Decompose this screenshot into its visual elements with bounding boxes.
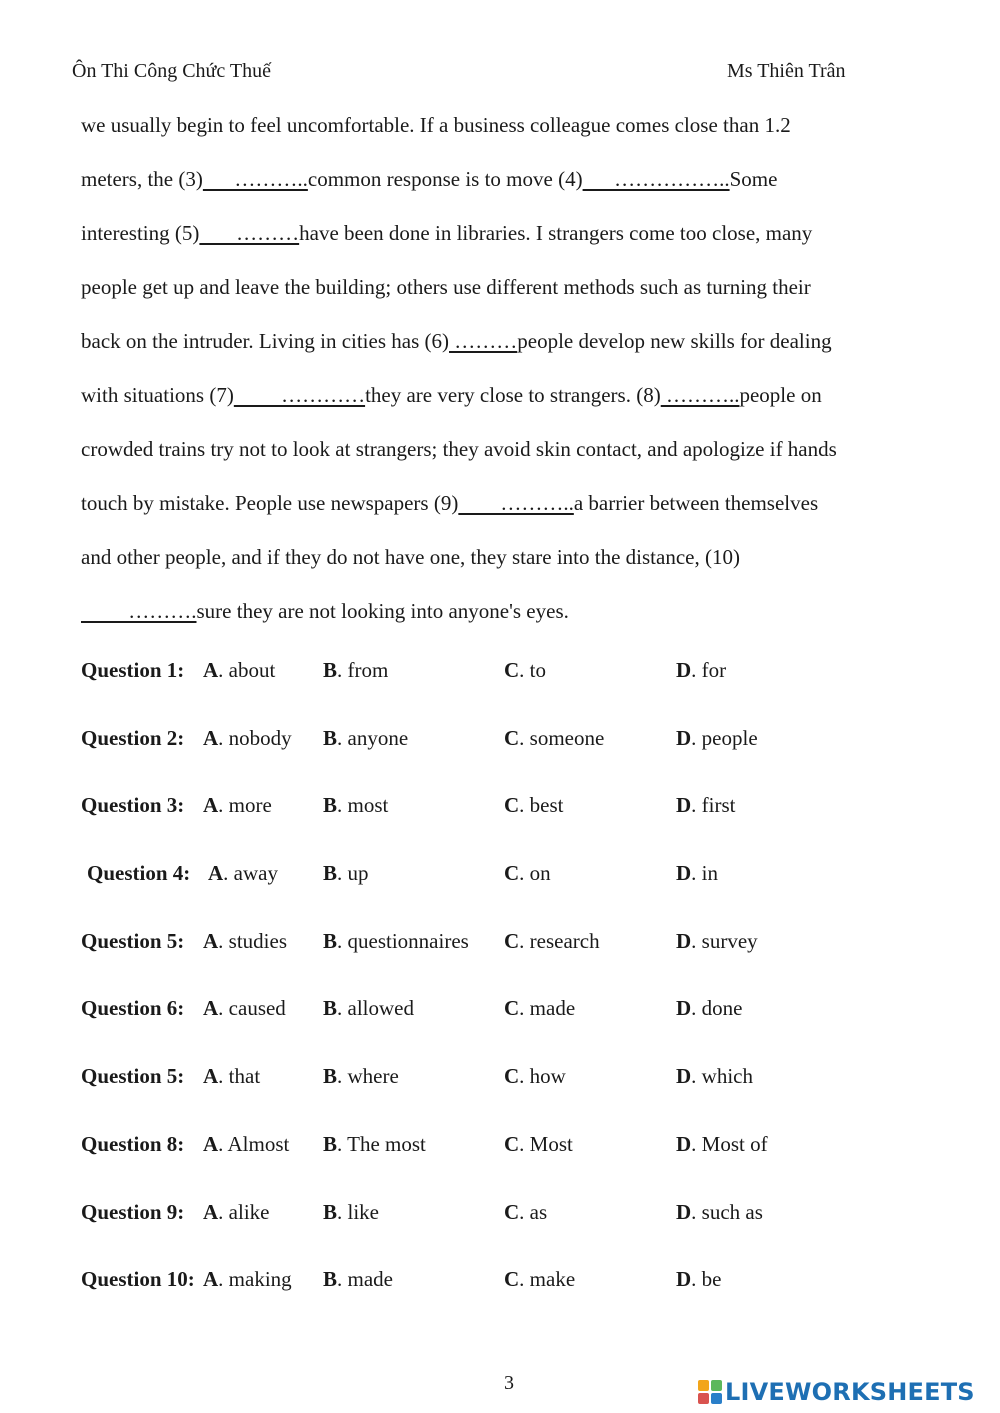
option-text: . in [691, 861, 719, 886]
passage-text: and other people, and if they do not have one, they stare into the distance, (10) [81, 545, 740, 569]
question-label: Question 8: [81, 1131, 185, 1156]
liveworksheets-wordmark: LIVEWORKSHEETS [725, 1378, 975, 1406]
question-label: Question 10: [81, 1267, 195, 1292]
question-label: Question 5: [81, 1064, 185, 1089]
option-a[interactable] [203, 780, 272, 830]
option-letter: B [323, 725, 338, 750]
option-letter: C [504, 1064, 520, 1089]
option-text: . made [337, 1267, 393, 1292]
option-a[interactable] [203, 983, 286, 1033]
passage-text: interesting (5) [81, 221, 200, 245]
option-c[interactable] [504, 983, 575, 1033]
passage-line [81, 260, 941, 314]
option-a[interactable] [203, 713, 292, 763]
option-text: . be [691, 1267, 722, 1292]
passage-text: meters, the (3) [81, 167, 203, 191]
option-c[interactable] [504, 916, 600, 966]
logo-tile [698, 1393, 709, 1404]
option-b[interactable] [323, 983, 414, 1033]
option-letter: A [203, 996, 219, 1021]
option-b[interactable] [323, 1051, 399, 1101]
option-b[interactable] [323, 916, 469, 966]
option-text: . questionnaires [337, 928, 469, 953]
passage-line [81, 584, 941, 638]
option-letter: A [203, 793, 219, 818]
passage-text: back on the intruder. Living in cities has (6) [81, 329, 449, 353]
option-d[interactable] [676, 1051, 753, 1101]
option-d[interactable] [676, 983, 743, 1033]
option-text: . studies [218, 928, 288, 953]
option-letter: B [323, 1131, 338, 1156]
option-text: . like [337, 1199, 380, 1224]
option-text: . on [519, 861, 551, 886]
option-letter: A [208, 861, 224, 886]
option-c[interactable] [504, 1254, 575, 1304]
option-letter: D [676, 658, 692, 682]
option-text: . first [691, 793, 736, 818]
question-label: Question 4: [87, 861, 191, 886]
answer-blank[interactable]: ………… [233, 383, 366, 407]
logo-tile [711, 1380, 722, 1391]
logo-tile [698, 1380, 709, 1391]
option-letter: B [323, 1064, 338, 1089]
option-text: . allowed [337, 996, 414, 1021]
header-left-title: Ôn Thi Công Chức Thuế [72, 60, 271, 82]
option-text: . made [519, 996, 576, 1021]
question-label: Question 3: [81, 793, 185, 818]
option-b[interactable] [323, 848, 369, 898]
option-b[interactable] [323, 645, 388, 695]
option-text: . for [691, 658, 727, 682]
option-text: . make [519, 1267, 576, 1292]
question-label: Question 5: [81, 928, 185, 953]
option-text: . anyone [337, 725, 409, 750]
answer-blank[interactable]: …………….. [582, 167, 730, 191]
option-d[interactable] [676, 645, 726, 695]
option-text: . done [691, 996, 743, 1021]
option-d[interactable] [676, 1187, 763, 1237]
answer-blank[interactable]: ……….. [458, 491, 574, 515]
question-label: Question 1: [81, 658, 185, 682]
passage-line [81, 314, 941, 368]
passage-line [81, 422, 941, 476]
passage-text: a barrier between themselves [573, 491, 819, 515]
option-c[interactable] [504, 645, 546, 695]
option-a[interactable] [203, 1187, 269, 1237]
option-letter: A [203, 1064, 219, 1089]
option-letter: A [203, 658, 219, 682]
option-text: . Almost [218, 1131, 290, 1156]
option-letter: B [323, 1267, 338, 1292]
option-letter: C [504, 658, 520, 682]
option-text: . survey [691, 928, 758, 953]
option-text: . up [337, 861, 369, 886]
option-letter: C [504, 793, 520, 818]
header-right-author: Ms Thiên Trân [727, 60, 846, 82]
option-text: . nobody [218, 725, 292, 750]
option-letter: A [203, 1199, 219, 1224]
option-d[interactable] [676, 1119, 768, 1169]
passage-text: people on [739, 383, 822, 407]
option-letter: A [203, 725, 219, 750]
option-text: . more [218, 793, 272, 818]
passage-line [81, 98, 941, 152]
option-letter: C [504, 1267, 520, 1292]
option-text: . from [337, 658, 389, 682]
option-letter: B [323, 658, 338, 682]
passage-text: common response is to move (4) [307, 167, 583, 191]
option-c[interactable] [504, 713, 604, 763]
option-letter: C [504, 1131, 520, 1156]
page-number: 3 [504, 1372, 514, 1394]
option-letter: D [676, 996, 692, 1021]
option-a[interactable] [203, 1119, 289, 1169]
option-text: . research [519, 928, 600, 953]
option-letter: D [676, 1199, 692, 1224]
option-text: . where [337, 1064, 399, 1089]
option-letter: D [676, 793, 692, 818]
option-a[interactable] [203, 645, 275, 695]
passage-text: they are very close to strangers. (8) [365, 383, 661, 407]
passage-text: crowded trains try not to look at strangers; they avoid skin contact, and apologize if hands [81, 437, 837, 461]
option-letter: A [203, 1267, 219, 1292]
option-d[interactable] [676, 848, 718, 898]
option-text: . to [519, 658, 547, 682]
passage-text: have been done in libraries. I strangers come too close, many [299, 221, 813, 245]
option-text: . about [218, 658, 276, 682]
option-letter: B [323, 996, 338, 1021]
question-label: Question 9: [81, 1199, 185, 1224]
passage-line [81, 530, 941, 584]
option-b[interactable] [323, 713, 408, 763]
option-text: . Most [519, 1131, 573, 1156]
answer-blank[interactable]: ……….. [202, 167, 308, 191]
option-letter: D [676, 861, 692, 886]
passage-text: people develop new skills for dealing [517, 329, 832, 353]
option-text: . someone [519, 725, 605, 750]
passage-line [81, 368, 941, 422]
reading-passage [81, 98, 941, 638]
passage-text: sure they are not looking into anyone's eyes. [196, 599, 569, 623]
passage-text: touch by mistake. People use newspapers (9) [81, 491, 459, 515]
question-label: Question 6: [81, 996, 185, 1021]
option-b[interactable] [323, 1119, 426, 1169]
option-d[interactable] [676, 1254, 722, 1304]
option-letter: D [676, 1131, 692, 1156]
option-c[interactable] [504, 1119, 573, 1169]
option-c[interactable] [504, 1187, 547, 1237]
option-text: . which [691, 1064, 753, 1089]
option-a[interactable] [203, 916, 287, 966]
option-text: . that [218, 1064, 261, 1089]
option-b[interactable] [323, 1254, 393, 1304]
option-text: . making [218, 1267, 292, 1292]
option-text: . The most [337, 1131, 426, 1156]
option-d[interactable] [676, 780, 736, 830]
option-a[interactable] [203, 1051, 260, 1101]
option-letter: A [203, 928, 219, 953]
option-c[interactable] [504, 780, 564, 830]
option-text: . such as [691, 1199, 763, 1224]
option-text: . best [519, 793, 564, 818]
option-text: . Most of [691, 1131, 768, 1156]
answer-blank[interactable]: ……… [449, 329, 518, 353]
answer-blank[interactable]: ……….. [660, 383, 740, 407]
option-letter: C [504, 996, 520, 1021]
option-text: . most [337, 793, 389, 818]
passage-text: Some [729, 167, 778, 191]
option-letter: B [323, 928, 338, 953]
option-text: . people [691, 725, 758, 750]
option-text: . alike [218, 1199, 270, 1224]
passage-line [81, 152, 941, 206]
option-text: . caused [218, 996, 286, 1021]
answer-blank[interactable]: ………. [81, 599, 197, 623]
passage-text: people get up and leave the building; others use different methods such as turning their [81, 275, 811, 299]
option-d[interactable] [676, 916, 758, 966]
option-c[interactable] [504, 848, 551, 898]
option-letter: B [323, 793, 338, 818]
liveworksheets-logo-icon [697, 1379, 723, 1405]
option-letter: D [676, 1267, 692, 1292]
option-a[interactable] [203, 1254, 292, 1304]
option-a[interactable] [208, 848, 278, 898]
option-text: . as [519, 1199, 548, 1224]
passage-line [81, 206, 941, 260]
liveworksheets-brand [697, 1378, 975, 1406]
option-text: . away [223, 861, 278, 886]
option-b[interactable] [323, 780, 388, 830]
option-b[interactable] [323, 1187, 379, 1237]
option-letter: D [676, 1064, 692, 1089]
logo-tile [711, 1393, 722, 1404]
passage-text: with situations (7) [81, 383, 234, 407]
answer-blank[interactable]: ……… [199, 221, 300, 245]
option-letter: B [323, 1199, 338, 1224]
option-letter: A [203, 1131, 219, 1156]
question-label: Question 2: [81, 725, 185, 750]
option-c[interactable] [504, 1051, 566, 1101]
passage-line [81, 476, 941, 530]
option-letter: C [504, 1199, 520, 1224]
option-d[interactable] [676, 713, 758, 763]
option-letter: D [676, 928, 692, 953]
option-letter: B [323, 861, 338, 886]
option-letter: D [676, 725, 692, 750]
passage-text: we usually begin to feel uncomfortable. If a business colleague comes close than 1.2 [81, 113, 791, 137]
option-text: . how [519, 1064, 566, 1089]
option-letter: C [504, 928, 520, 953]
option-letter: C [504, 725, 520, 750]
option-letter: C [504, 861, 520, 886]
